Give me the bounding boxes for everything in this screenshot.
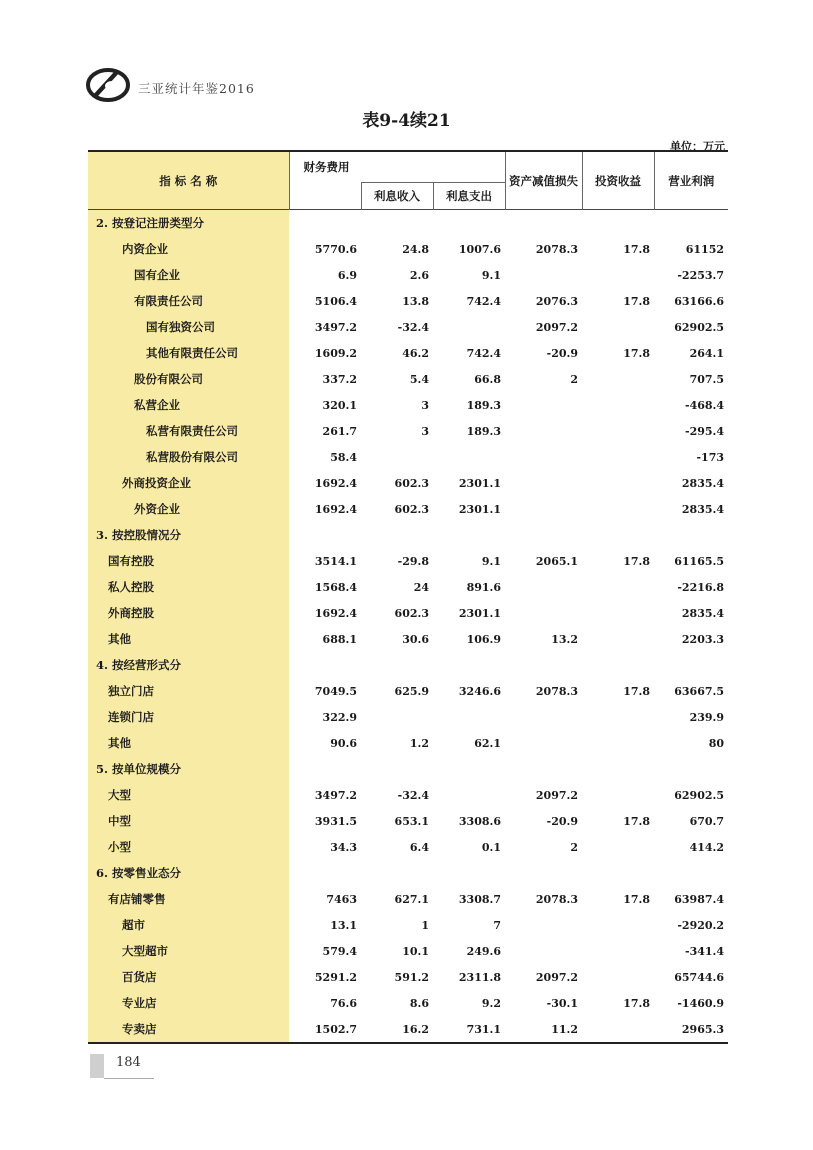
row-label: 连锁门店 bbox=[88, 704, 289, 730]
row-label: 超市 bbox=[88, 912, 289, 938]
row-value: 8.6 bbox=[409, 996, 429, 1010]
row-label: 独立门店 bbox=[88, 678, 289, 704]
table-row bbox=[88, 990, 728, 1016]
row-value: 34.3 bbox=[330, 840, 357, 854]
row-value bbox=[361, 860, 433, 886]
row-value bbox=[505, 912, 582, 938]
row-value: 2965.3 bbox=[654, 1016, 728, 1043]
row-value: 1692.4 bbox=[314, 606, 357, 620]
row-value: 9.1 bbox=[481, 268, 502, 282]
row-label: 其他 bbox=[88, 730, 289, 756]
row-value bbox=[361, 444, 433, 470]
row-value: 3497.2 bbox=[314, 788, 357, 802]
row-value: 5770.6 bbox=[314, 242, 357, 256]
row-value: 891.6 bbox=[466, 580, 502, 594]
row-label: 私人控股 bbox=[88, 574, 289, 600]
row-value: 627.1 bbox=[394, 892, 429, 906]
row-value bbox=[582, 704, 654, 730]
row-value: 731.1 bbox=[433, 1016, 505, 1043]
row-value bbox=[582, 444, 654, 470]
row-value: 239.9 bbox=[689, 710, 725, 724]
row-value: 2076.3 bbox=[535, 294, 579, 308]
row-label: 其他有限责任公司 bbox=[88, 340, 289, 366]
table-row bbox=[88, 652, 728, 678]
row-value bbox=[654, 522, 728, 548]
row-value: 106.9 bbox=[466, 632, 502, 646]
row-value: 76.6 bbox=[330, 996, 357, 1010]
row-value bbox=[505, 210, 582, 237]
row-label: 专业店 bbox=[88, 990, 289, 1016]
row-value bbox=[582, 470, 654, 496]
table-row bbox=[88, 782, 728, 808]
page-header bbox=[84, 66, 384, 106]
row-value: 13.8 bbox=[402, 294, 429, 308]
table-row bbox=[88, 730, 728, 756]
row-value: 2 bbox=[570, 840, 579, 854]
row-value: 2078.3 bbox=[535, 892, 579, 906]
row-value bbox=[582, 834, 654, 860]
row-value: 2078.3 bbox=[535, 684, 579, 698]
row-value bbox=[505, 470, 582, 496]
row-value: 261.7 bbox=[322, 424, 357, 438]
row-value: -2253.7 bbox=[677, 268, 725, 282]
row-value: 62902.5 bbox=[674, 320, 725, 334]
row-value bbox=[289, 756, 361, 782]
row-value: -20.9 bbox=[546, 814, 579, 828]
data-table bbox=[88, 150, 728, 1044]
row-value: 63987.4 bbox=[674, 892, 725, 906]
row-label: 6. 按零售业态分 bbox=[88, 860, 289, 886]
row-value: 264.1 bbox=[689, 346, 725, 360]
row-value: 24 bbox=[413, 580, 429, 594]
row-value bbox=[505, 444, 582, 470]
row-value bbox=[505, 652, 582, 678]
row-value bbox=[505, 418, 582, 444]
row-label: 有店铺零售 bbox=[88, 886, 289, 912]
row-value: 5291.2 bbox=[314, 970, 357, 984]
header-finance-cost-blank bbox=[289, 183, 361, 210]
row-value: 2301.1 bbox=[458, 502, 502, 516]
row-value: 17.8 bbox=[623, 684, 651, 698]
row-value bbox=[505, 496, 582, 522]
row-value: 7463 bbox=[326, 892, 357, 906]
row-value: 1692.4 bbox=[314, 476, 357, 490]
table-row bbox=[88, 678, 728, 704]
row-value bbox=[582, 418, 654, 444]
row-value bbox=[582, 938, 654, 964]
row-value: 58.4 bbox=[330, 450, 357, 464]
table-header bbox=[88, 151, 728, 210]
row-label: 3. 按控股情况分 bbox=[88, 522, 289, 548]
row-value bbox=[505, 704, 582, 730]
table-row bbox=[88, 1016, 728, 1043]
table-row bbox=[88, 574, 728, 600]
row-value: 13.1 bbox=[330, 918, 357, 932]
row-value: 2078.3 bbox=[535, 242, 579, 256]
row-value bbox=[505, 600, 582, 626]
row-value: 61152 bbox=[685, 242, 725, 256]
row-value bbox=[433, 210, 505, 237]
row-value bbox=[582, 262, 654, 288]
row-value: -341.4 bbox=[685, 944, 725, 958]
row-value bbox=[505, 730, 582, 756]
row-value bbox=[582, 626, 654, 652]
row-value bbox=[582, 964, 654, 990]
row-value: 414.2 bbox=[689, 840, 725, 854]
row-value: 7049.5 bbox=[314, 684, 357, 698]
row-value: 30.6 bbox=[402, 632, 429, 646]
row-label: 4. 按经营形式分 bbox=[88, 652, 289, 678]
row-value: 2835.4 bbox=[681, 476, 725, 490]
row-value: 17.8 bbox=[623, 346, 651, 360]
row-value: 66.8 bbox=[474, 372, 502, 386]
row-value: 189.3 bbox=[466, 398, 502, 412]
row-value: 3931.5 bbox=[314, 814, 357, 828]
row-value bbox=[505, 262, 582, 288]
row-value bbox=[654, 652, 728, 678]
row-value: 1007.6 bbox=[458, 242, 502, 256]
row-label: 内资企业 bbox=[88, 236, 289, 262]
row-value bbox=[654, 756, 728, 782]
table-row bbox=[88, 236, 728, 262]
row-value: 1.2 bbox=[409, 736, 429, 750]
row-value bbox=[361, 756, 433, 782]
row-value: 17.8 bbox=[623, 242, 651, 256]
row-value: 2301.1 bbox=[458, 476, 502, 490]
row-label: 2. 按登记注册类型分 bbox=[88, 210, 289, 237]
table-row bbox=[88, 418, 728, 444]
row-value: 2203.3 bbox=[681, 632, 725, 646]
table-row bbox=[88, 444, 728, 470]
table-row bbox=[88, 288, 728, 314]
row-value bbox=[654, 210, 728, 237]
row-value: 80 bbox=[708, 736, 725, 750]
row-value bbox=[433, 860, 505, 886]
row-value: 3246.6 bbox=[458, 684, 502, 698]
table-row bbox=[88, 470, 728, 496]
row-value: 742.4 bbox=[466, 346, 502, 360]
row-label: 外商投资企业 bbox=[88, 470, 289, 496]
row-value: 2.6 bbox=[409, 268, 429, 282]
row-value: 1568.4 bbox=[314, 580, 357, 594]
row-value: -173 bbox=[696, 450, 725, 464]
row-value bbox=[582, 600, 654, 626]
table-body bbox=[88, 210, 728, 1044]
row-value: 337.2 bbox=[322, 372, 357, 386]
row-label: 其他 bbox=[88, 626, 289, 652]
row-value: 189.3 bbox=[466, 424, 502, 438]
row-label: 私营股份有限公司 bbox=[88, 444, 289, 470]
row-value: 65744.6 bbox=[674, 970, 725, 984]
row-value bbox=[433, 782, 505, 808]
row-value: 602.3 bbox=[394, 476, 429, 490]
row-value bbox=[582, 314, 654, 340]
row-value: 0.1 bbox=[481, 840, 502, 854]
row-value bbox=[505, 392, 582, 418]
row-value: 602.3 bbox=[394, 502, 429, 516]
row-value bbox=[505, 756, 582, 782]
row-value bbox=[582, 782, 654, 808]
table-row bbox=[88, 340, 728, 366]
row-label: 小型 bbox=[88, 834, 289, 860]
row-value bbox=[582, 860, 654, 886]
row-value: 707.5 bbox=[689, 372, 725, 386]
row-value: -468.4 bbox=[685, 398, 725, 412]
row-value: 62.1 bbox=[474, 736, 502, 750]
row-value: 602.3 bbox=[394, 606, 429, 620]
row-value: 7 bbox=[493, 918, 502, 932]
row-value: -2216.8 bbox=[677, 580, 725, 594]
row-value: 62902.5 bbox=[674, 788, 725, 802]
row-value: 2065.1 bbox=[535, 554, 579, 568]
row-value: -29.8 bbox=[397, 554, 429, 568]
row-value: 1609.2 bbox=[314, 346, 357, 360]
row-value bbox=[582, 1016, 654, 1043]
row-value: 10.1 bbox=[402, 944, 429, 958]
row-value bbox=[361, 704, 433, 730]
row-value bbox=[582, 366, 654, 392]
row-value: 3308.7 bbox=[458, 892, 502, 906]
row-value: 17.8 bbox=[623, 554, 651, 568]
row-value bbox=[433, 704, 505, 730]
table-row bbox=[88, 704, 728, 730]
table-row bbox=[88, 912, 728, 938]
row-value: 579.4 bbox=[322, 944, 357, 958]
row-value: -2920.2 bbox=[677, 918, 725, 932]
row-value bbox=[289, 860, 361, 886]
row-value: 1 bbox=[421, 918, 429, 932]
row-label: 国有控股 bbox=[88, 548, 289, 574]
table-row bbox=[88, 392, 728, 418]
row-label: 5. 按单位规模分 bbox=[88, 756, 289, 782]
table-title: 表9-4续21 bbox=[362, 111, 451, 131]
row-value: 625.9 bbox=[394, 684, 429, 698]
row-value: 2835.4 bbox=[681, 502, 725, 516]
row-value: 46.2 bbox=[402, 346, 429, 360]
footer-divider bbox=[104, 1078, 154, 1079]
table-row bbox=[88, 210, 728, 237]
row-label: 外资企业 bbox=[88, 496, 289, 522]
row-value: 688.1 bbox=[322, 632, 357, 646]
row-value: 3308.6 bbox=[458, 814, 502, 828]
header-interest-expense: 利息支出 bbox=[433, 183, 505, 210]
row-value: 9.1 bbox=[481, 554, 502, 568]
row-value: 17.8 bbox=[623, 814, 651, 828]
row-value: 2311.8 bbox=[458, 970, 502, 984]
row-value: 2097.2 bbox=[535, 970, 579, 984]
row-label: 私营企业 bbox=[88, 392, 289, 418]
row-label: 国有独资公司 bbox=[88, 314, 289, 340]
row-value: 6.9 bbox=[337, 268, 357, 282]
row-value: 16.2 bbox=[361, 1016, 433, 1043]
row-value: 2097.2 bbox=[535, 320, 579, 334]
row-label: 大型 bbox=[88, 782, 289, 808]
row-value bbox=[582, 574, 654, 600]
row-value bbox=[582, 730, 654, 756]
row-value: 2835.4 bbox=[681, 606, 725, 620]
table-row bbox=[88, 366, 728, 392]
row-value: 670.7 bbox=[689, 814, 725, 828]
table-row bbox=[88, 886, 728, 912]
row-value bbox=[361, 652, 433, 678]
data-table-container bbox=[88, 150, 728, 1044]
row-label: 国有企业 bbox=[88, 262, 289, 288]
header-interest-income: 利息收入 bbox=[361, 183, 433, 210]
row-label: 大型超市 bbox=[88, 938, 289, 964]
row-value: 2301.1 bbox=[458, 606, 502, 620]
table-row bbox=[88, 262, 728, 288]
row-value: 13.2 bbox=[551, 632, 579, 646]
row-value: 61165.5 bbox=[674, 554, 725, 568]
row-label: 有限责任公司 bbox=[88, 288, 289, 314]
row-value bbox=[433, 444, 505, 470]
row-value: 3514.1 bbox=[314, 554, 357, 568]
row-value bbox=[433, 756, 505, 782]
row-value: 63166.6 bbox=[674, 294, 725, 308]
row-value bbox=[654, 860, 728, 886]
row-value bbox=[582, 496, 654, 522]
page-number: 184 bbox=[116, 1055, 141, 1070]
row-value: 17.8 bbox=[623, 996, 651, 1010]
table-row bbox=[88, 496, 728, 522]
row-value: 2 bbox=[570, 372, 579, 386]
header-operating-profit: 营业利润 bbox=[654, 151, 728, 210]
row-value: 3497.2 bbox=[314, 320, 357, 334]
yearbook-logo-icon bbox=[84, 66, 134, 104]
row-value: 24.8 bbox=[402, 242, 429, 256]
row-value: 1692.4 bbox=[314, 502, 357, 516]
row-value: 591.2 bbox=[394, 970, 429, 984]
row-value bbox=[582, 652, 654, 678]
header-finance-cost: 财务费用 bbox=[289, 151, 505, 183]
row-value: -20.9 bbox=[546, 346, 579, 360]
table-row bbox=[88, 626, 728, 652]
row-value bbox=[505, 938, 582, 964]
row-value: 17.8 bbox=[623, 892, 651, 906]
row-label: 百货店 bbox=[88, 964, 289, 990]
unit-label: 单位：万元 bbox=[670, 140, 725, 153]
row-value: 2097.2 bbox=[535, 788, 579, 802]
row-label: 私营有限责任公司 bbox=[88, 418, 289, 444]
row-value: 3 bbox=[421, 398, 429, 412]
row-value bbox=[582, 756, 654, 782]
row-value: 11.2 bbox=[505, 1016, 582, 1043]
row-label: 专卖店 bbox=[88, 1016, 289, 1043]
table-row bbox=[88, 600, 728, 626]
table-row bbox=[88, 548, 728, 574]
row-value bbox=[582, 392, 654, 418]
row-label: 外商控股 bbox=[88, 600, 289, 626]
row-value bbox=[289, 652, 361, 678]
book-title: 三亚统计年鉴2016 bbox=[138, 81, 255, 96]
row-value: 5.4 bbox=[409, 372, 429, 386]
row-value: 3 bbox=[421, 424, 429, 438]
row-value bbox=[361, 210, 433, 237]
row-value: 9.2 bbox=[481, 996, 502, 1010]
row-value bbox=[582, 912, 654, 938]
row-value: 653.1 bbox=[394, 814, 429, 828]
row-value: 5106.4 bbox=[314, 294, 357, 308]
row-value bbox=[505, 860, 582, 886]
table-row bbox=[88, 938, 728, 964]
row-value: -32.4 bbox=[397, 788, 429, 802]
row-value bbox=[582, 210, 654, 237]
table-row bbox=[88, 314, 728, 340]
footer-marker bbox=[90, 1054, 104, 1078]
table-row bbox=[88, 834, 728, 860]
header-impairment: 资产减值损失 bbox=[505, 151, 582, 210]
row-value: 320.1 bbox=[322, 398, 357, 412]
row-value: -32.4 bbox=[397, 320, 429, 334]
row-value bbox=[433, 314, 505, 340]
row-value: -295.4 bbox=[685, 424, 725, 438]
header-investment-income: 投资收益 bbox=[582, 151, 654, 210]
row-value bbox=[582, 522, 654, 548]
row-label: 股份有限公司 bbox=[88, 366, 289, 392]
table-row bbox=[88, 522, 728, 548]
row-value bbox=[505, 574, 582, 600]
row-label: 中型 bbox=[88, 808, 289, 834]
row-value: 249.6 bbox=[466, 944, 502, 958]
row-value: 6.4 bbox=[409, 840, 429, 854]
row-value: 17.8 bbox=[623, 294, 651, 308]
row-value: -1460.9 bbox=[677, 996, 725, 1010]
row-value bbox=[433, 522, 505, 548]
row-value: 90.6 bbox=[330, 736, 357, 750]
row-value bbox=[361, 522, 433, 548]
row-value: 63667.5 bbox=[674, 684, 725, 698]
row-value: -30.1 bbox=[546, 996, 579, 1010]
table-row bbox=[88, 964, 728, 990]
row-value bbox=[289, 210, 361, 237]
header-indicator: 指 标 名 称 bbox=[88, 151, 289, 210]
table-row bbox=[88, 756, 728, 782]
row-value bbox=[505, 522, 582, 548]
row-value: 742.4 bbox=[466, 294, 502, 308]
row-value bbox=[289, 522, 361, 548]
row-value bbox=[433, 652, 505, 678]
row-value: 322.9 bbox=[322, 710, 357, 724]
table-row bbox=[88, 860, 728, 886]
table-row bbox=[88, 808, 728, 834]
row-value: 1502.7 bbox=[289, 1016, 361, 1043]
